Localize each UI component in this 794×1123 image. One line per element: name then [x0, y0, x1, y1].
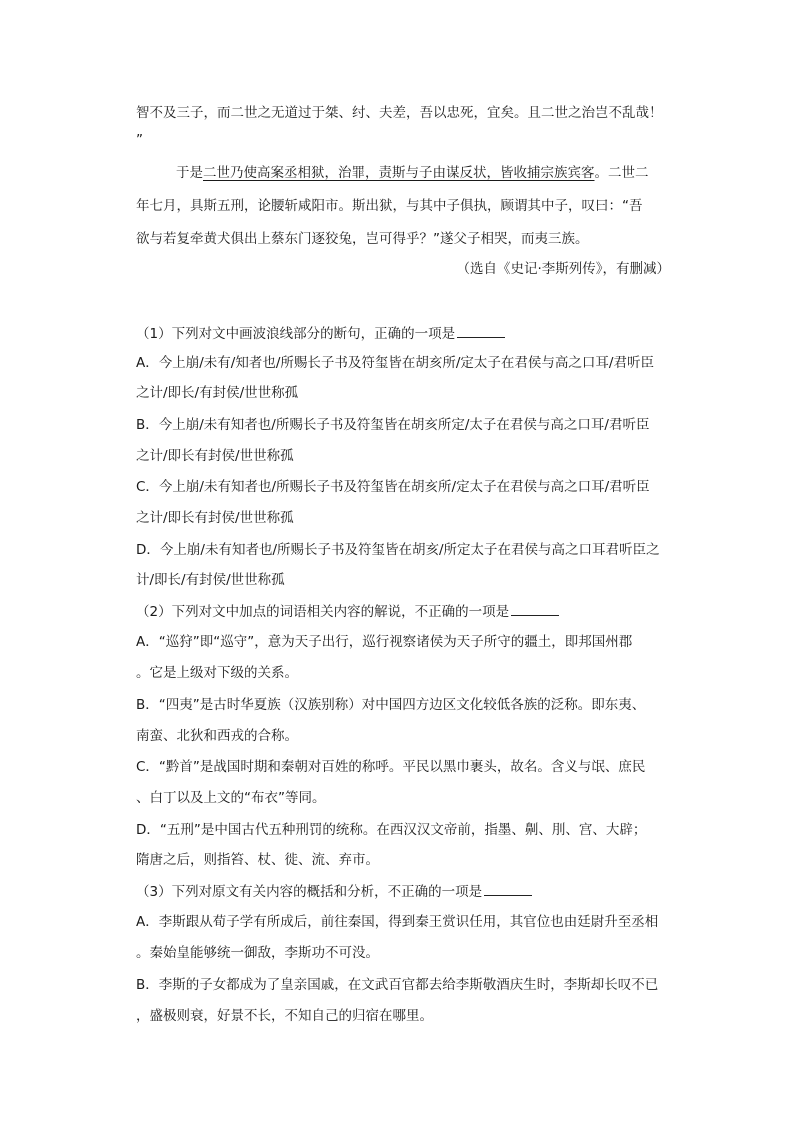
passage-line: 智不及三子，而二世之无道过于桀、纣、夫差，吾以忠死，宜矣。且二世之治岂不乱哉！	[136, 105, 663, 121]
passage-line: 年七月，具斯五刑，论腰斩咸阳市。斯出狱，与其中子俱执，顾谓其中子，叹曰：“吾	[136, 198, 643, 214]
option-b: B．李斯的子女都成为了皇亲国戚，在文武百官都去给李斯敬酒庆生时，李斯却长叹不已	[136, 977, 659, 993]
underlined-text: 二世乃使高案丞相狱，治罪，责斯与子由谋反状，皆收捕宗族宾客	[203, 165, 595, 181]
option-b-cont: ，盛极则衰，好景不长，不知自己的归宿在哪里。	[136, 1008, 433, 1024]
source-citation: （选自《史记·李斯列传》，有删减）	[456, 261, 670, 277]
option-c-cont: 之计/即长有封侯/世世称孤	[136, 510, 294, 526]
option-c: C．“黔首”是战国时期和秦朝对百姓的称呼。平民以黑巾裹头，故名。含义与氓、庶民	[136, 759, 646, 775]
option-b-cont: 之计/即长有封侯/世世称孤	[136, 448, 294, 464]
option-a: A．“巡狩”即“巡守”，意为天子出行，巡行视察诸侯为天子所守的疆土，即邦国州郡	[136, 634, 633, 650]
passage-text: 于是	[176, 165, 203, 181]
option-b-cont: 南蛮、北狄和西戎的合称。	[136, 728, 298, 744]
question-1-stem: （1）下列对文中画波浪线部分的断句，正确的一项是	[136, 323, 505, 344]
passage-text: 。二世二	[594, 165, 649, 181]
option-d-cont: 隋唐之后，则指笞、杖、徙、流、弃市。	[136, 852, 379, 868]
option-c: C．今上崩/未有知者也/所赐长子书及符玺皆在胡亥所/定太子在君侯与高之口耳/君听臣	[136, 479, 650, 495]
option-a-cont: 。它是上级对下级的关系。	[136, 665, 298, 681]
option-a: A．今上崩/未有/知者也/所赐长子书及符玺皆在胡亥所/定太子在君侯与高之口耳/君听臣	[136, 355, 654, 371]
option-a-cont: 之计/即长/有封侯/世世称孤	[136, 385, 299, 401]
passage-line: ”	[136, 132, 143, 148]
option-d-cont: 计/即长/有封侯/世世称孤	[136, 572, 285, 588]
option-b: B．今上崩/未有知者也/所赐长子书及符玺皆在胡亥所定/太子在君侯与高之口耳/君听臣	[136, 417, 650, 433]
question-2-stem: （2）下列对文中加点的词语相关内容的解说，不正确的一项是	[136, 601, 559, 622]
answer-blank	[511, 601, 559, 616]
question-3-stem: （3）下列对原文有关内容的概括和分析，不正确的一项是	[136, 881, 532, 902]
option-d: D．今上崩/未有知者也/所赐长子书及符玺皆在胡亥/所定太子在君侯与高之口耳君听臣之	[136, 542, 660, 558]
option-b: B．“四夷”是古时华夏族（汉族别称）对中国四方边区文化较低各族的泛称。即东夷、	[136, 697, 646, 713]
option-d: D．“五刑”是中国古代五种刑罚的统称。在西汉汉文帝前，指墨、劓、刖、宫、大辟；	[136, 822, 647, 838]
answer-blank	[484, 881, 532, 896]
option-a: A．李斯跟从荀子学有所成后，前往秦国，得到秦王赏识任用，其官位也由廷尉升至丞相	[136, 914, 659, 930]
passage-line: 欲与若复牵黄犬俱出上蔡东门逐狡兔，岂可得乎？”遂父子相哭，而夷三族。	[136, 231, 589, 247]
passage-line	[176, 163, 649, 183]
option-c-cont: 、白丁以及上文的“布衣”等同。	[136, 790, 326, 806]
answer-blank	[457, 323, 505, 338]
option-a-cont: 。秦始皇能够统一御敌，李斯功不可没。	[136, 945, 379, 961]
